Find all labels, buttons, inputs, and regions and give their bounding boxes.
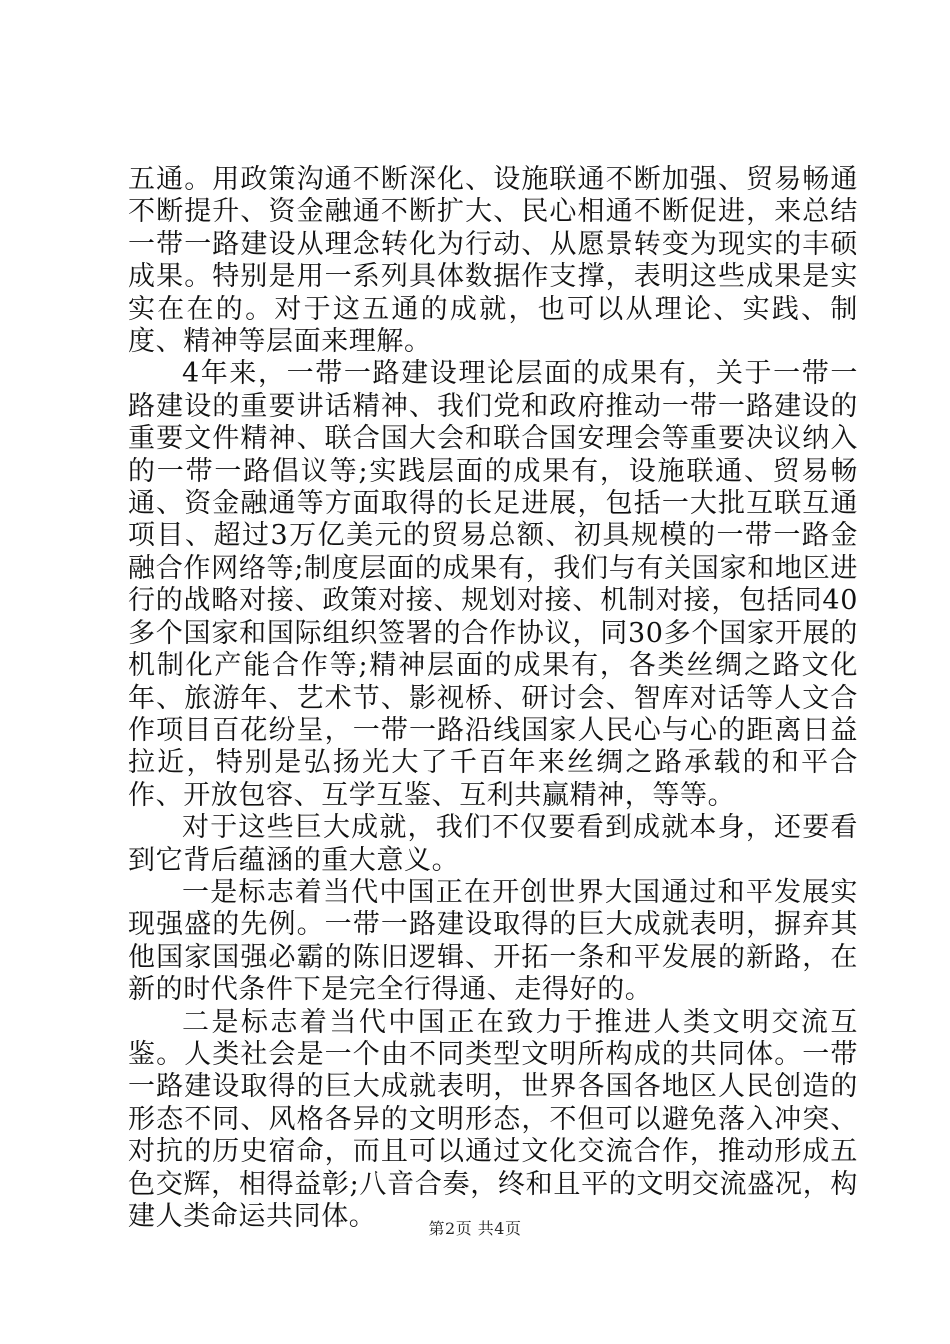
paragraph-5: 二是标志着当代中国正在致力于推进人类文明交流互鉴。人类社会是一个由不同类型文明所构成的共同体。一带一路建设取得的巨大成就表明，世界各国各地区人民创造的形态不同、风格各异的文明形态，不但可以避免落入冲突、对抗的历史宿命，而且可以通过文化交流合作，推动形成五色交辉，相得益彰;八音合奏，终和且平的文明交流盛况，构建人类命运共同体。 (128, 1006, 858, 1232)
paragraph-2: 4年来，一带一路建设理论层面的成果有，关于一带一路建设的重要讲话精神、我们党和政府推动一带一路建设的重要文件精神、联合国大会和联合国安理会等重要决议纳入的一带一路倡议等;实践层面的成果有，设施联通、贸易畅通、资金融通等方面取得的长足进展，包括一大批互联互通项目、超过3万亿美元的贸易总额、初具规模的一带一路金融合作网络等;制度层面的成果有，我们与有关国家和地区进行的战略对接、政策对接、规划对接、机制对接，包括同40多个国家和国际组织签署的合作协议，同30多个国家开展的机制化产能合作等;精神层面的成果有，各类丝绸之路文化年、旅游年、艺术节、影视桥、研讨会、智库对话等人文合作项目百花纷呈，一带一路沿线国家人民心与心的距离日益拉近，特别是弘扬光大了千百年来丝绸之路承载的和平合作、开放包容、互学互鉴、互利共赢精神，等等。 (128, 358, 858, 811)
paragraph-4: 一是标志着当代中国正在开创世界大国通过和平发展实现强盛的先例。一带一路建设取得的巨大成就表明，摒弃其他国家国强必霸的陈旧逻辑、开拓一条和平发展的新路，在新的时代条件下是完全行得通、走得好的。 (128, 876, 858, 1006)
paragraph-3: 对于这些巨大成就，我们不仅要看到成就本身，还要看到它背后蕴涵的重大意义。 (128, 812, 858, 876)
document-body (128, 164, 858, 1233)
page-number-footer: 第2页 共4页 (428, 1219, 522, 1238)
paragraph-1: 五通。用政策沟通不断深化、设施联通不断加强、贸易畅通不断提升、资金融通不断扩大、民心相通不断促进，来总结一带一路建设从理念转化为行动、从愿景转变为现实的丰硕成果。特别是用一系列具体数据作支撑，表明这些成果是实实在在的。对于这五通的成就，也可以从理论、实践、制度、精神等层面来理解。 (128, 164, 858, 358)
